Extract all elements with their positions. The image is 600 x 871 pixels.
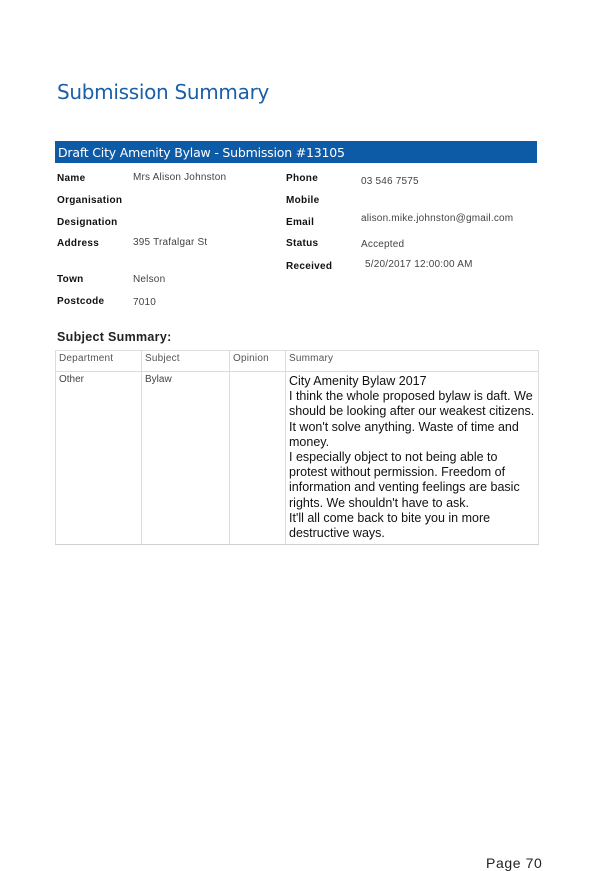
subject-summary-table	[55, 350, 539, 545]
town-label: Town	[57, 274, 84, 285]
designation-label: Designation	[57, 217, 118, 228]
phone-label: Phone	[286, 173, 319, 184]
email-label: Email	[286, 217, 315, 228]
page-title: Submission Summary	[57, 80, 270, 104]
phone-value: 03 546 7575	[361, 176, 419, 187]
summary-cell: City Amenity Bylaw 2017 I think the whole proposed bylaw is daft. We should be looking after our weakest citizens. It won't solve anything. Waste of time and money. I especially object to not being able to protest without permission. Freedom of information and venting feelings are basic rights. We shouldn't have to ask. It'll all come back to bite you in more destructive ways.	[286, 372, 539, 545]
postcode-label: Postcode	[57, 296, 105, 307]
town-value: Nelson	[133, 274, 166, 285]
status-label: Status	[286, 238, 319, 249]
received-value: 5/20/2017 12:00:00 AM	[365, 259, 473, 270]
organisation-label: Organisation	[57, 195, 123, 206]
column-header-summary: Summary	[286, 351, 539, 372]
name-value: Mrs Alison Johnston	[133, 172, 227, 183]
column-header-subject: Subject	[142, 351, 230, 372]
department-cell: Other	[56, 372, 142, 545]
submission-banner: Draft City Amenity Bylaw - Submission #13105	[55, 141, 537, 163]
page-number: Page 70	[486, 855, 543, 871]
mobile-label: Mobile	[286, 195, 320, 206]
column-header-opinion: Opinion	[230, 351, 286, 372]
subject-summary-heading: Subject Summary:	[57, 330, 172, 344]
table-header-row	[56, 351, 539, 372]
subject-cell: Bylaw	[142, 372, 230, 545]
column-header-department: Department	[56, 351, 142, 372]
postcode-value: 7010	[133, 297, 157, 308]
email-value: alison.mike.johnston@gmail.com	[361, 213, 514, 224]
address-value: 395 Trafalgar St	[133, 237, 208, 248]
address-label: Address	[57, 238, 100, 249]
name-label: Name	[57, 173, 86, 184]
opinion-cell	[230, 372, 286, 545]
received-label: Received	[286, 261, 333, 272]
table-row	[56, 372, 539, 545]
status-value: Accepted	[361, 239, 405, 250]
